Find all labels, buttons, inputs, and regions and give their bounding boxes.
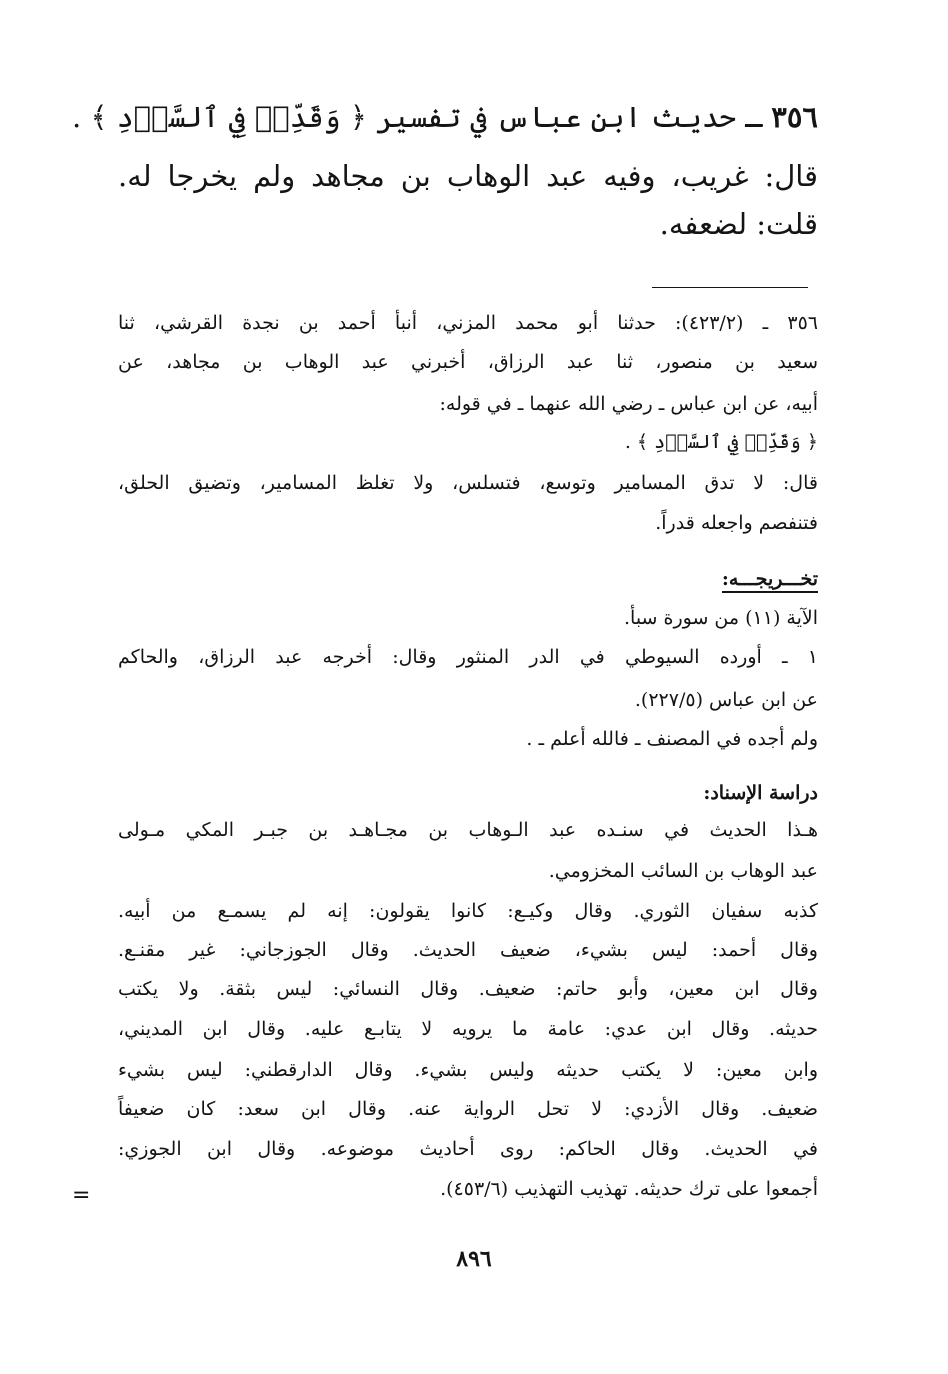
hadith-line: فتنفصم واجعله قدراً. <box>655 512 818 534</box>
isnad-line: وقال ابن معين، وأبو حاتم: ضعيف. وقال النسائي: ليس بثقة. ولا يكتب <box>118 978 818 1000</box>
summary-line: قال: غريب، وفيه عبد الوهاب بن مجاهد ولم يخرجا له. <box>118 159 818 193</box>
page-number: ٨٩٦ <box>456 1246 492 1272</box>
hadith-line: أبيه، عن ابن عباس ـ رضي الله عنهما ـ في قوله: <box>439 393 818 415</box>
isnad-line: عبد الوهاب بن السائب المخزومي. <box>548 860 818 882</box>
isnad-heading: دراسة الإسناد: <box>703 782 818 804</box>
isnad-line: هـذا الحديث في سنـده عبد الـوهاب بن مجـاهـد بن جبـر المكي مـولى <box>118 819 818 841</box>
isnad-line: وابن معين: لا يكتب حديثه وليس بشيء. وقال الدارقطني: ليس بشيء <box>118 1059 818 1081</box>
hadith-line: قال: لا تدق المسامير وتوسع، فتسلس، ولا تغلظ المسامير، وتضيق الحلق، <box>118 472 818 494</box>
takhrij-line: ١ ـ أورده السيوطي في الدر المنثور وقال: أخرجه عبد الرزاق، والحاكم <box>118 646 818 668</box>
takhrij-line: عن ابن عباس (٢٢٧/٥). <box>634 689 818 711</box>
continuation-mark: = <box>72 1183 91 1208</box>
isnad-line: حديثه. وقال ابن عدي: عامة ما يرويه لا يتابـع عليه. وقال ابن المديني، <box>118 1018 818 1040</box>
isnad-line: ضعيف. وقال الأزدي: لا تحل الرواية عنه. وقال ابن سعد: كان ضعيفاً <box>118 1098 818 1120</box>
heading-number: ٣٥٦ <box>771 100 818 134</box>
section-divider <box>652 287 808 288</box>
isnad-line: كذبه سفيان الثوري. وقال وكيـع: كانوا يقولون: إنه لم يسمـع من أبيه. <box>118 900 818 922</box>
heading-text: ـ حديث ابن عباس في تفسير ﴿ وَقَدِّرۡ فِي ٱلسَّرۡدِ ﴾ . <box>72 100 763 134</box>
summary-heading <box>72 100 818 134</box>
hadith-line: ٣٥٦ ـ (٤٢٣/٢): حدثنا أبو محمد المزني، أنبأ أحمد بن نجدة القرشي، ثنا <box>118 312 818 334</box>
takhrij-heading: تخـــريجـــه: <box>118 570 818 589</box>
takhrij-line: الآية (١١) من سورة سبأ. <box>624 607 818 629</box>
isnad-line: في الحديث. وقال الحاكم: روى أحاديث موضوعه. وقال ابن الجوزي: <box>118 1138 818 1160</box>
isnad-line: أجمعوا على ترك حديثه. تهذيب التهذيب (٤٥٣/٦). <box>440 1178 818 1200</box>
isnad-line: وقال أحمد: ليس بشيء، ضعيف الحديث. وقال الجوزجاني: غير مقنـع. <box>118 939 818 961</box>
summary-line: قلت: لضعفه. <box>659 207 818 241</box>
hadith-line: سعيد بن منصور، ثنا عبد الرزاق، أخبرني عبد الوهاب بن مجاهد، عن <box>118 351 818 373</box>
hadith-line: ﴿ وَقَدِّرۡ فِي ٱلسَّرۡدِ ﴾ . <box>624 431 818 453</box>
takhrij-line: ولم أجده في المصنف ـ فالله أعلم ـ . <box>526 728 818 750</box>
